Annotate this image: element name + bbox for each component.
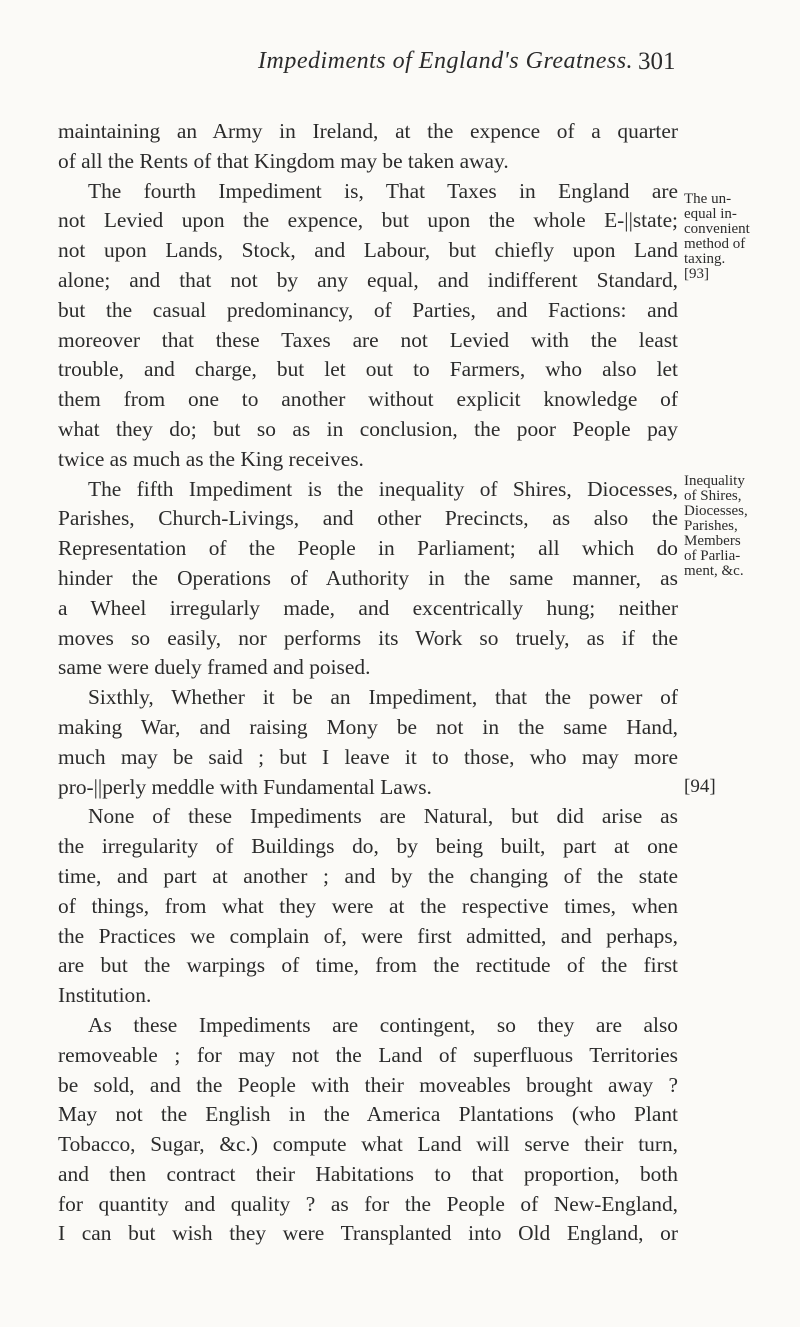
text-line: and then contract their Habitations to that proportion, both (58, 1161, 678, 1186)
text-line: May not the English in the America Plantations (who Plant (58, 1102, 678, 1127)
text-line: not Levied upon the expence, but upon the whole E-||state; (58, 208, 678, 233)
text-line: I can but wish they were Transplanted into Old England, or (58, 1221, 678, 1246)
margin-note-line: Inequality (684, 473, 745, 489)
margin-note-line: ment, &c. (684, 563, 744, 579)
text-line: As these Impediments are contingent, so they are also (88, 1012, 678, 1037)
margin-note-line: taxing. (684, 251, 726, 267)
text-line: alone; and that not by any equal, and indifferent Standard, (58, 267, 678, 292)
text-line: be sold, and the People with their moveables brought away ? (58, 1072, 678, 1097)
margin-note-line: Diocesses, (684, 503, 748, 519)
margin-note-line: The un- (684, 191, 732, 207)
page-header (0, 48, 800, 88)
text-line: are but the warpings of time, from the rectitude of the first (58, 953, 678, 978)
margin-page-marker: [94] (684, 776, 716, 797)
margin-note-taxing (684, 192, 750, 282)
text-line: the Practices we complain of, were first admitted, and perhaps, (58, 923, 678, 948)
margin-note-line: Members (684, 533, 741, 549)
text-line: what they do; but so as in conclusion, the poor People pay (58, 416, 678, 441)
page-number: 301 (638, 48, 676, 75)
margin-note-inequality (684, 474, 748, 579)
text-line: Sixthly, Whether it be an Impediment, that the power of (88, 685, 678, 710)
text-line: moves so easily, nor performs its Work so truely, as if the (58, 625, 678, 650)
text-line: much may be said ; but I leave it to those, who may more (58, 744, 678, 769)
text-line: removeable ; for may not the Land of superfluous Territories (58, 1042, 678, 1067)
text-line: The fourth Impediment is, That Taxes in England are (88, 178, 678, 203)
text-line: time, and part at another ; and by the changing of the state (58, 863, 678, 888)
text-line: maintaining an Army in Ireland, at the expence of a quarter (58, 119, 678, 143)
text-line: but the casual predominancy, of Parties, and Factions: and (58, 297, 678, 322)
margin-note-line: Parishes, (684, 518, 738, 534)
text-line: making War, and raising Mony be not in the same Hand, (58, 714, 678, 739)
margin-note-line: equal in- (684, 206, 737, 222)
text-line: not upon Lands, Stock, and Labour, but chiefly upon Land (58, 238, 678, 263)
text-line: same were duely framed and poised. (58, 655, 371, 680)
text-line: a Wheel irregularly made, and excentrically hung; neither (58, 595, 678, 620)
text-line: twice as much as the King receives. (58, 446, 364, 471)
text-line: pro-||perly meddle with Fundamental Laws. (58, 774, 432, 799)
text-line: Institution. (58, 983, 152, 1008)
margin-page-marker: [93] (684, 266, 709, 282)
text-line: Representation of the People in Parliament; all which do (58, 536, 678, 561)
text-line: moreover that these Taxes are not Levied with the least (58, 327, 678, 352)
text-line: hinder the Operations of Authority in the same manner, as (58, 565, 678, 590)
margin-note-line: convenient (684, 221, 750, 237)
text-line: of all the Rents of that Kingdom may be taken away. (58, 148, 509, 173)
text-line: Parishes, Church-Livings, and other Precincts, as also the (58, 506, 678, 531)
text-line: the irregularity of Buildings do, by being built, part at one (58, 834, 678, 859)
text-line: None of these Impediments are Natural, but did arise as (88, 804, 678, 829)
text-line: them from one to another without explicit knowledge of (58, 387, 678, 412)
margin-note-line: method of (684, 236, 746, 252)
text-line: The fifth Impediment is the inequality of Shires, Diocesses, (88, 476, 678, 501)
margin-note-line: of Parlia- (684, 548, 741, 564)
body-text (58, 117, 678, 1249)
text-line: for quantity and quality ? as for the People of New-England, (58, 1191, 678, 1216)
text-line: trouble, and charge, but let out to Farmers, who also let (58, 357, 678, 382)
text-line: of things, from what they were at the respective times, when (58, 893, 678, 918)
running-head: Impediments of England's Greatness. (258, 48, 634, 74)
text-line: Tobacco, Sugar, &c.) compute what Land will serve their turn, (58, 1132, 678, 1157)
margin-note-line: of Shires, (684, 488, 742, 504)
